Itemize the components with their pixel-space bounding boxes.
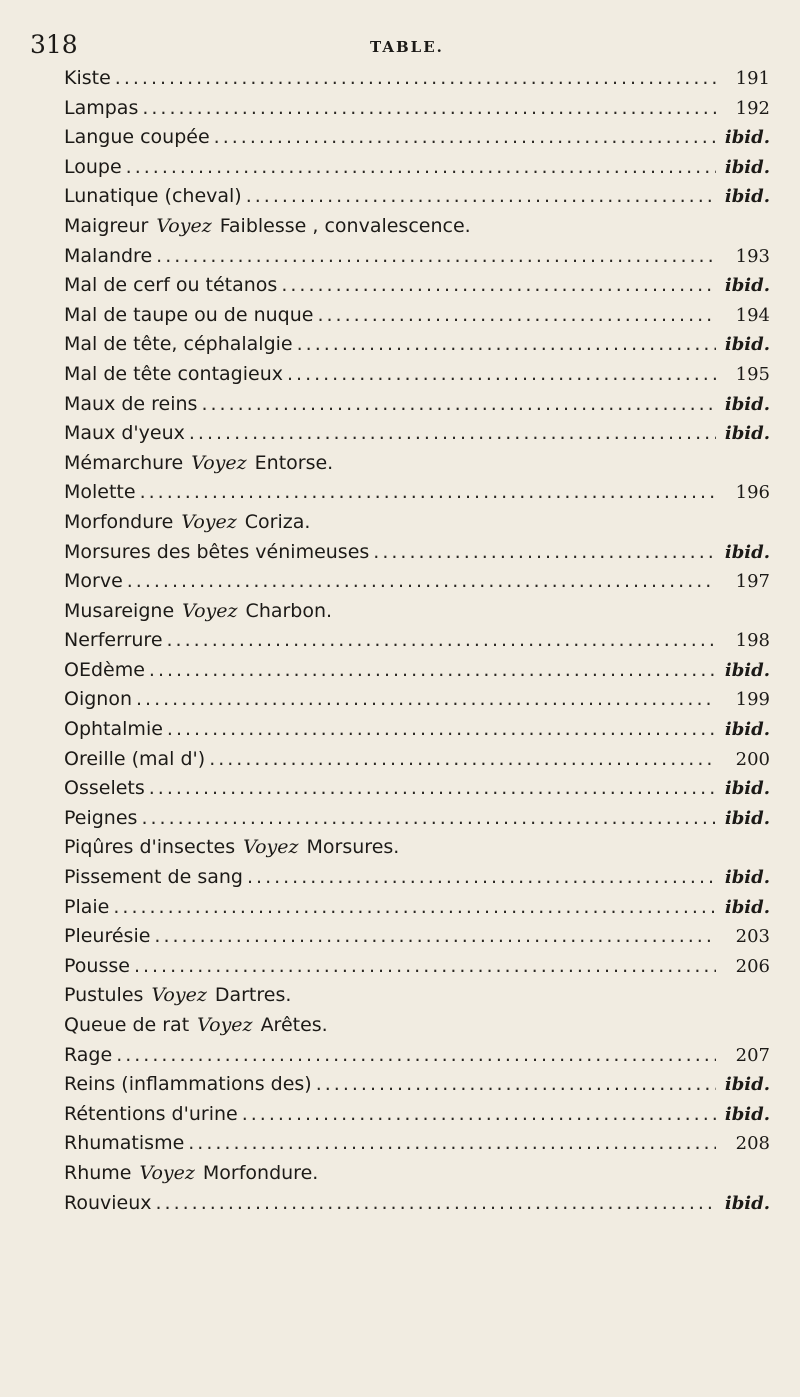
index-entry	[64, 656, 770, 686]
see-target: Morsures.	[306, 836, 400, 859]
entry-term: Pissement de sang	[64, 866, 243, 889]
entry-term: Pousse	[64, 954, 130, 977]
see-reference: Voyez	[151, 984, 207, 1007]
entry-term: Rhumatisme	[64, 1132, 185, 1155]
page-reference: ibid.	[724, 127, 770, 149]
dot-leader	[317, 301, 716, 331]
index-entry	[64, 922, 770, 952]
page-reference: ibid.	[724, 1103, 770, 1125]
page-reference: ibid.	[724, 334, 770, 356]
running-title: TABLE.	[370, 38, 444, 56]
index-entry	[64, 1129, 770, 1159]
page-reference: 193	[735, 245, 770, 267]
see-reference: Voyez	[191, 451, 247, 474]
index-entry	[64, 123, 770, 153]
index-entry	[64, 242, 770, 272]
page-reference: ibid.	[724, 541, 770, 563]
entry-term: Mal de tête contagieux	[64, 362, 283, 385]
entry-term: Oignon	[64, 688, 133, 711]
entry-term: Lunatique (cheval)	[64, 185, 242, 208]
page-number: 318	[30, 30, 78, 59]
index-entry	[64, 390, 770, 420]
page-reference: ibid.	[724, 393, 770, 415]
dot-leader	[141, 804, 716, 834]
see-reference: Voyez	[181, 510, 237, 533]
dot-leader	[373, 538, 716, 568]
index-entry	[64, 863, 770, 893]
page-reference: ibid.	[724, 1074, 770, 1096]
dot-leader	[115, 64, 716, 94]
page-reference: 194	[735, 304, 770, 326]
index-entry	[64, 952, 770, 982]
entry-term: Langue coupée	[64, 126, 210, 149]
page-reference: ibid.	[724, 719, 770, 741]
dot-leader	[167, 626, 716, 656]
index-entry	[64, 626, 770, 656]
entry-term: Kiste	[64, 67, 111, 89]
index-entry	[64, 330, 770, 360]
see-target: Arêtes.	[260, 1014, 328, 1036]
page-reference: 195	[735, 363, 770, 385]
dot-leader	[134, 952, 716, 982]
dot-leader	[247, 863, 716, 893]
page-reference: 200	[735, 748, 770, 770]
index-entry	[64, 1070, 770, 1100]
entry-term: Mal de cerf ou tétanos	[64, 274, 278, 297]
page-reference: 198	[735, 630, 770, 652]
dot-leader	[140, 478, 716, 508]
index-entry	[64, 212, 770, 242]
entry-term: Reins (inflammations des)	[64, 1073, 312, 1096]
index-entry	[64, 774, 770, 804]
see-reference: Voyez	[197, 1014, 253, 1036]
dot-leader	[156, 242, 716, 272]
see-target: Dartres.	[214, 984, 292, 1007]
see-target: Coriza.	[244, 510, 311, 533]
index-entry	[64, 715, 770, 745]
see-reference: Voyez	[182, 599, 238, 622]
see-target: Faiblesse , convalescence.	[219, 214, 471, 237]
entry-term: Rhume	[64, 1161, 132, 1184]
entry-term: Plaie	[64, 895, 110, 918]
index-entry	[64, 1159, 770, 1189]
dot-leader	[149, 656, 716, 686]
index-entry	[64, 301, 770, 331]
index-entry	[64, 94, 770, 124]
entry-term: Mal de taupe ou de nuque	[64, 303, 314, 326]
entry-term: Maigreur	[64, 214, 149, 237]
index-entry	[64, 833, 770, 863]
entry-term: Nerferrure	[64, 629, 163, 652]
dot-leader	[126, 153, 716, 183]
entry-term: Pustules	[64, 984, 144, 1007]
page-reference: 199	[735, 689, 770, 711]
index-entry	[64, 449, 770, 479]
dot-leader	[142, 94, 716, 124]
dot-leader	[214, 123, 716, 153]
index-entry	[64, 271, 770, 301]
dot-leader	[167, 715, 716, 745]
index-entry	[64, 597, 770, 627]
page-reference: ibid.	[724, 807, 770, 829]
index-entry	[64, 981, 770, 1011]
page-reference: ibid.	[724, 186, 770, 208]
page-reference: 192	[735, 97, 770, 119]
entry-term: Mal de tête, céphalalgie	[64, 333, 293, 356]
index-entry	[64, 360, 770, 390]
dot-leader	[189, 419, 716, 449]
entry-term: Maux de reins	[64, 392, 198, 415]
entry-term: Pleurésie	[64, 925, 151, 948]
entry-term: Maux d'yeux	[64, 422, 185, 445]
dot-leader	[156, 1189, 716, 1219]
page-reference: ibid.	[724, 275, 770, 297]
entry-term: Morsures des bêtes vénimeuses	[64, 540, 370, 563]
index-entry	[64, 893, 770, 923]
dot-leader	[154, 922, 716, 952]
dot-leader	[149, 774, 716, 804]
dot-leader	[281, 271, 716, 301]
index-entry	[64, 1100, 770, 1130]
index-entry	[64, 1189, 770, 1219]
page-reference: 203	[735, 926, 770, 948]
entry-term: Rétentions d'urine	[64, 1102, 238, 1125]
see-target: Charbon.	[245, 599, 333, 622]
index-entry	[64, 567, 770, 597]
see-target: Morfondure.	[202, 1161, 319, 1184]
index-entry	[64, 419, 770, 449]
dot-leader	[113, 893, 716, 923]
entry-term: Piqûres d'insectes	[64, 836, 236, 859]
page-reference: 197	[735, 571, 770, 593]
see-reference: Voyez	[243, 836, 299, 859]
entry-term: Ophtalmie	[64, 718, 163, 741]
entry-term: Loupe	[64, 155, 122, 178]
page-reference: ibid.	[724, 896, 770, 918]
index-entry	[64, 64, 770, 94]
dot-leader	[127, 567, 716, 597]
dot-leader	[188, 1129, 716, 1159]
entry-term: Queue de rat	[64, 1014, 190, 1036]
dot-leader	[209, 745, 716, 775]
page-reference: ibid.	[724, 867, 770, 889]
index-entry	[64, 153, 770, 183]
dot-leader	[246, 182, 716, 212]
index-entry	[64, 508, 770, 538]
entry-term: Oreille (mal d')	[64, 747, 206, 770]
page-reference: ibid.	[724, 1192, 770, 1214]
page-reference: 206	[735, 955, 770, 977]
index-entry	[64, 182, 770, 212]
index-entry	[64, 804, 770, 834]
entry-term: Osselets	[64, 777, 145, 800]
page-reference: 191	[735, 68, 770, 89]
entry-term: Lampas	[64, 96, 139, 119]
see-reference: Voyez	[156, 214, 212, 237]
index-entry	[64, 745, 770, 775]
index-entries	[64, 64, 770, 1218]
entry-term: Malandre	[64, 244, 153, 267]
see-reference: Voyez	[139, 1161, 195, 1184]
dot-leader	[116, 1041, 716, 1071]
entry-term: Morfondure	[64, 510, 174, 533]
page-header	[30, 30, 770, 64]
entry-term: Musareigne	[64, 599, 175, 622]
dot-leader	[297, 330, 716, 360]
index-entry	[64, 1041, 770, 1071]
see-target: Entorse.	[254, 451, 334, 474]
page-reference: 208	[735, 1133, 770, 1155]
entry-term: Rage	[64, 1043, 113, 1066]
dot-leader	[242, 1100, 716, 1130]
dot-leader	[201, 390, 716, 420]
page-reference: ibid.	[724, 659, 770, 681]
index-entry	[64, 478, 770, 508]
entry-term: Mémarchure	[64, 451, 184, 474]
page-reference: 207	[735, 1044, 770, 1066]
page-reference: ibid.	[724, 156, 770, 178]
index-entry	[64, 1011, 770, 1041]
dot-leader	[316, 1070, 716, 1100]
index-entry	[64, 538, 770, 568]
entry-term: Rouvieux	[64, 1191, 152, 1214]
entry-term: Morve	[64, 570, 123, 593]
index-entry	[64, 685, 770, 715]
entry-term: OEdème	[64, 658, 145, 681]
entry-term: Peignes	[64, 806, 138, 829]
entry-term: Molette	[64, 481, 136, 504]
page-reference: ibid.	[724, 778, 770, 800]
page-reference: ibid.	[724, 423, 770, 445]
dot-leader	[136, 685, 716, 715]
page-reference: 196	[735, 482, 770, 504]
dot-leader	[287, 360, 716, 390]
